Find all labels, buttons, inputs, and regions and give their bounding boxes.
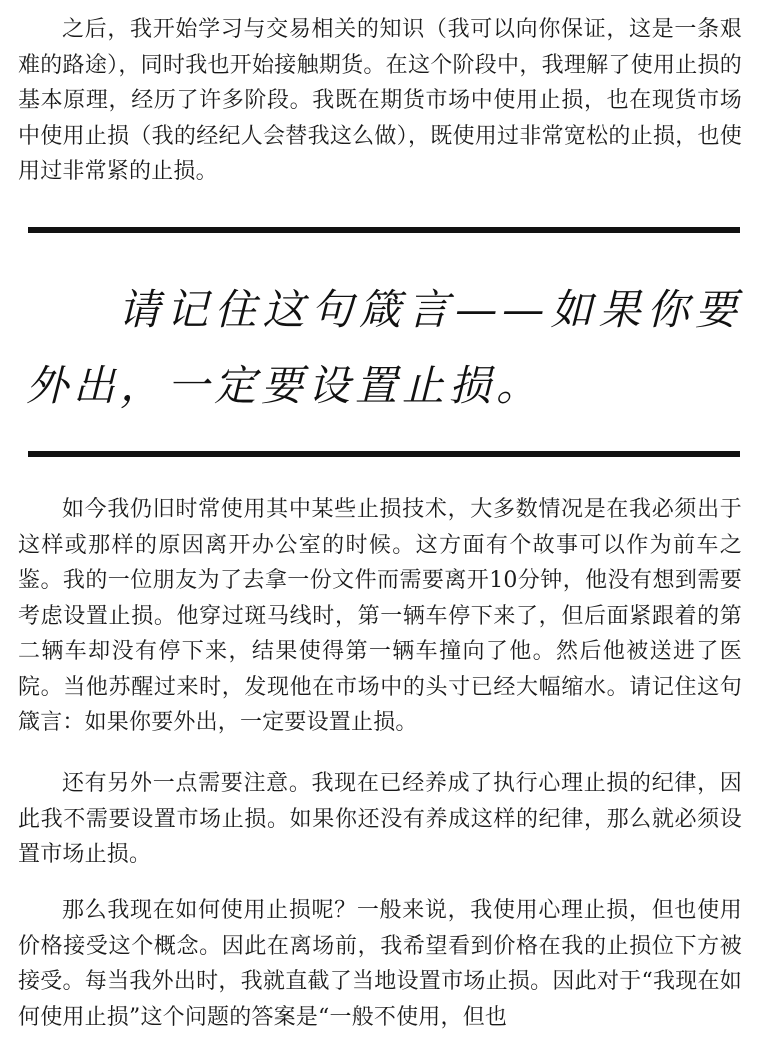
paragraph-3: 还有另外一点需要注意。我现在已经养成了执行心理止损的纪律，因此我不需要设置市场止损。如果你还没有养成这样的纪律，那么就必须设置市场止损。 [18, 771, 742, 867]
paragraph-1: 之后，我开始学习与交易相关的知识（我可以向你保证，这是一条艰难的路途），同时我也开始接触期货。在这个阶段中，我理解了使用止损的基本原理，经历了许多阶段。我既在期货市场中使用止损，也在现货市场中使用止损（我的经纪人会替我这么做），既使用过非常宽松的止损，也使用过非常紧的止损。 [18, 17, 742, 184]
pullquote-top-rule [28, 227, 740, 233]
pullquote-bottom-rule [28, 451, 740, 457]
pullquote-text: 请记住这句箴言——如果你要外出，一定要设置止损。 [26, 285, 742, 410]
paragraph-4: 那么我现在如何使用止损呢？一般来说，我使用心理止损，但也使用价格接受这个概念。因此在离场前，我希望看到价格在我的止损位下方被接受。每当我外出时，我就直截了当地设置市场止损。因此对于“我现在如何使用止损”这个问题的答案是“一般不使用，但也 [18, 898, 742, 1030]
paragraph-2: 如今我仍旧时常使用其中某些止损技术，大多数情况是在我必须出于这样或那样的原因离开办公室的时候。这方面有个故事可以作为前车之鉴。我的一位朋友为了去拿一份文件而需要离开10分钟，他没有想到需要考虑设置止损。他穿过斑马线时，第一辆车停下来了，但后面紧跟着的第二辆车却没有停下来，结果使得第一辆车撞向了他。然后他被送进了医院。当他苏醒过来时，发现他在市场中的头寸已经大幅缩水。请记住这句箴言：如果你要外出，一定要设置止损。 [18, 497, 742, 735]
